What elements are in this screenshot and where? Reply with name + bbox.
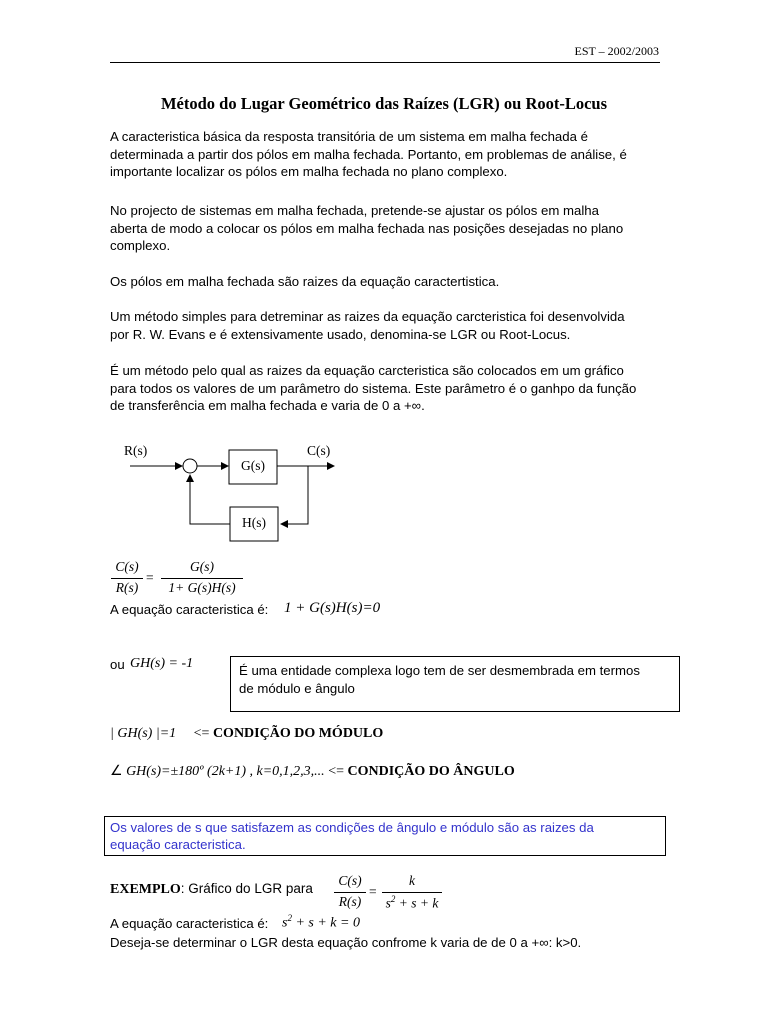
gh-equation: GH(s) = -1 xyxy=(130,656,194,671)
h-block-label: H(s) xyxy=(242,515,266,530)
paragraph-line: para todos os valores de um parâmetro do sistema. Este parâmetro é o ganhpo da função xyxy=(110,380,637,396)
paragraph-line: complexo. xyxy=(110,238,171,254)
modulo-label: CONDIÇÃO DO MÓDULO xyxy=(212,726,384,741)
modulo-arrow: <= xyxy=(193,726,210,741)
ex-den-rest: + s + k xyxy=(395,895,439,911)
paragraph-4 xyxy=(110,308,670,343)
block-diagram xyxy=(110,435,370,550)
paragraph-line: de transferência em malha fechada e varia de 0 a +∞. xyxy=(110,398,425,414)
note-box xyxy=(230,656,680,712)
ex-eq-rest: + s + k = 0 xyxy=(291,915,360,931)
paragraph-5 xyxy=(110,362,670,415)
angulo-condition xyxy=(110,763,515,780)
paragraph-line: aberta de modo a colocar os pólos em malha fechada nas posições desejadas no plano xyxy=(110,220,624,236)
tf-rhs-numerator: G(s) xyxy=(190,559,214,574)
input-label: R(s) xyxy=(124,443,148,458)
note-line: de módulo e ângulo xyxy=(239,681,355,696)
exemplo-text: : Gráfico do LGR para xyxy=(180,881,313,896)
highlight-box xyxy=(104,816,666,856)
feedback-path-to-h xyxy=(281,466,308,524)
paragraph-line: A caracteristica básica da resposta transitória de um sistema em malha fechada é xyxy=(110,129,588,144)
ex-eq-exponent: 2 xyxy=(287,913,292,923)
tf-lhs-denominator: R(s) xyxy=(115,580,139,595)
ex-lhs-denominator: R(s) xyxy=(338,894,362,909)
paragraph-1 xyxy=(110,128,670,181)
tf-rhs-fraction-bar xyxy=(161,578,243,579)
ex-rhs-fraction-bar xyxy=(382,892,442,893)
char-eq-label: A equação caracteristica é: xyxy=(110,602,269,617)
ex-char-eq-equation xyxy=(282,913,360,932)
angle-symbol-icon: ∠ xyxy=(110,764,123,779)
g-block-label: G(s) xyxy=(241,458,265,473)
modulo-expression: | GH(s) |=1 xyxy=(110,726,177,741)
paragraph-3 xyxy=(110,273,670,291)
highlight-line: equação caracteristica. xyxy=(110,837,246,852)
tf-lhs-fraction-bar xyxy=(111,578,143,579)
ex-lhs-fraction-bar xyxy=(334,892,366,893)
output-label: C(s) xyxy=(307,443,331,458)
paragraph-2 xyxy=(110,202,670,255)
char-eq-equation: 1 + G(s)H(s)=0 xyxy=(284,600,381,616)
exemplo-label: EXEMPLO xyxy=(110,882,181,897)
angulo-label: CONDIÇÃO DO ÂNGULO xyxy=(347,764,515,779)
modulo-condition xyxy=(110,726,383,742)
gh-prefix: ou xyxy=(110,657,125,672)
ex-rhs-numerator: k xyxy=(409,873,415,888)
paragraph-line: É um método pelo qual as raizes da equação carcteristica são colocados em um gráfico xyxy=(110,363,624,378)
paragraph-line: por R. W. Evans e é extensivamente usado, denomina-se LGR ou Root-Locus. xyxy=(110,326,571,342)
tf-rhs-denominator: 1+ G(s)H(s) xyxy=(168,580,236,595)
tf-equals: = xyxy=(146,570,154,585)
tf-lhs-numerator: C(s) xyxy=(115,559,139,574)
ex-rhs-denominator xyxy=(381,894,443,912)
page-header: EST – 2002/2003 xyxy=(574,44,659,58)
summing-junction xyxy=(183,459,197,473)
paragraph-line: Um método simples para detreminar as raizes da equação carcteristica foi desenvolvida xyxy=(110,309,625,324)
note-line: É uma entidade complexa logo tem de ser desmembrada em termos xyxy=(239,663,640,678)
paragraph-line: No projecto de sistemas em malha fechada, pretende-se ajustar os pólos em malha xyxy=(110,203,599,218)
document-title: Método do Lugar Geométrico das Raízes (LGR) ou Root-Locus xyxy=(160,94,608,113)
paragraph-line: determinada a partir dos pólos em malha fechada. Portanto, em problemas de análise, é xyxy=(110,146,627,162)
angulo-expression: GH(s)=±180º (2k+1) , k=0,1,2,3,... xyxy=(126,764,325,779)
ex-lhs-numerator: C(s) xyxy=(338,873,362,888)
highlight-line: Os valores de s que satisfazem as condições de ângulo e módulo são as raizes da xyxy=(110,820,594,835)
ex-den-base: s xyxy=(385,895,391,911)
header-rule xyxy=(110,62,660,63)
paragraph-line: Os pólos em malha fechada são raizes da equação caractertistica. xyxy=(110,274,500,289)
paragraph-line: importante localizar os pólos em malha fechada no plano complexo. xyxy=(110,164,508,180)
feedback-path-to-junction xyxy=(190,475,230,524)
ex-eq-base: s xyxy=(282,915,288,931)
exemplo-line xyxy=(110,881,313,898)
final-line: Deseja-se determinar o LGR desta equação confrome k varia de de 0 a +∞: k>0. xyxy=(110,935,582,950)
ex-den-exponent: 2 xyxy=(390,894,396,904)
ex-equals: = xyxy=(369,884,377,899)
angulo-arrow: <= xyxy=(328,764,344,779)
ex-char-eq-label: A equação caracteristica é: xyxy=(110,916,269,931)
